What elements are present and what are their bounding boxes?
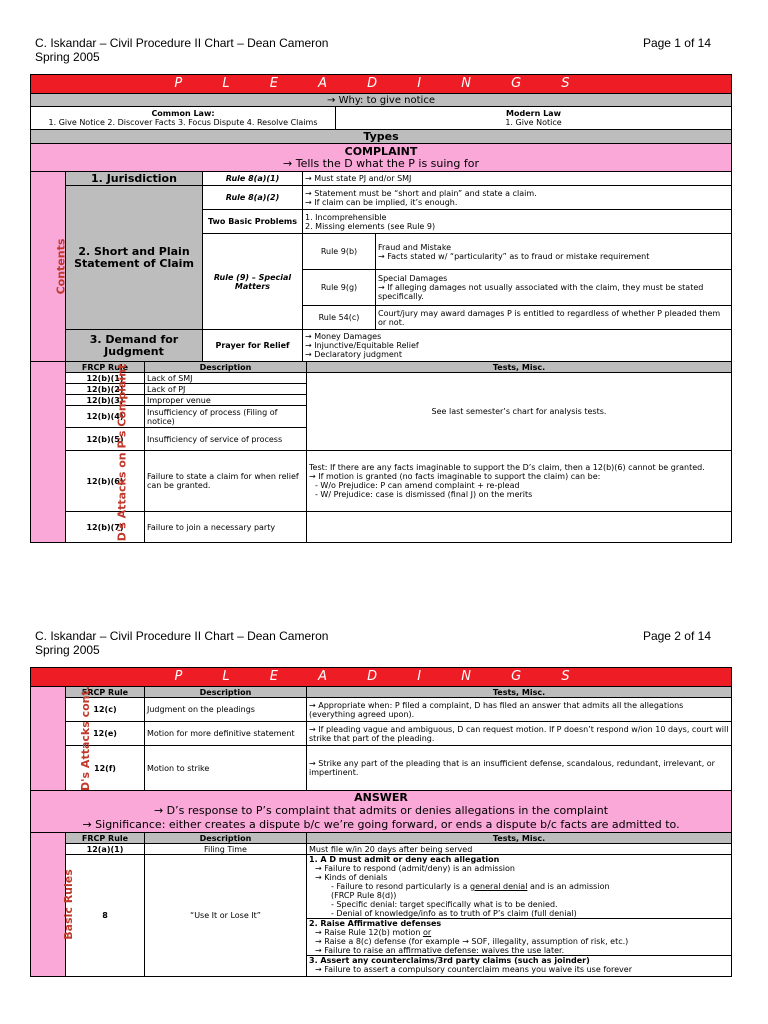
rule-8a2: Rule 8(a)(2) — [203, 186, 303, 210]
col-frcp-rule: FRCP Rule — [66, 833, 145, 844]
table-row-tests: → If pleading vague and ambiguous, D can request motion. If P doesn’t respond w/ion 10 days, court will strike that part of the pleading. — [307, 722, 732, 746]
tests-line: → If motion is granted (no facts imaginable to support the claim) can be: — [309, 472, 601, 481]
answer-line: → D’s response to P’s complaint that admits or denies allegations in the complaint — [153, 804, 609, 817]
page-number: Page 2 of 14 — [642, 629, 711, 643]
page-number: Page 1 of 14 — [642, 36, 711, 50]
prayer-line: → Declaratory judgment — [305, 350, 403, 359]
doc-term: Spring 2005 — [35, 643, 100, 657]
table-row-rule: 8 — [66, 855, 145, 977]
page2-chart — [30, 667, 731, 977]
rule-12b6-tests — [307, 451, 732, 512]
common-law-items: 1. Give Notice 2. Discover Facts 3. Focus Dispute 4. Resolve Claims — [48, 118, 318, 127]
rule-54c-desc: Court/jury may award damages P is entitled to regardless of whether P pleaded them or not. — [376, 306, 732, 330]
table-row-desc: Lack of SMJ — [145, 373, 307, 384]
table-row-rule: 12(b)(1) — [66, 373, 145, 384]
rule-9g-desc — [376, 270, 732, 306]
two-basic-line: 2. Missing elements (see Rule 9) — [305, 221, 436, 231]
table-row-desc: Failure to state a claim for when relief can be granted. — [145, 451, 307, 512]
tests-line: → Failure to respond (admit/deny) is an admission — [315, 864, 515, 873]
basic-rules-label: Basic Rules — [31, 833, 66, 977]
doc-term: Spring 2005 — [35, 50, 100, 64]
rule-8a2-line: → If claim can be implied, it’s enough. — [305, 197, 458, 207]
tests-line: - W/ Prejudice: case is dismissed (final J) on the merits — [315, 490, 533, 499]
answer-title: ANSWER — [354, 791, 408, 804]
rule-9-special: Rule (9) – Special Matters — [203, 234, 303, 330]
table-row-desc: Motion to strike — [145, 746, 307, 791]
doc-title: C. Iskandar – Civil Procedure II Chart – Dean Cameron — [35, 36, 329, 50]
tests-line: - Failure to resond particularly is a general denial and is an admission — [331, 882, 610, 891]
contents-label: Contents — [31, 172, 66, 362]
rule-9b-desc — [376, 234, 732, 270]
rule-8-affirmative — [307, 918, 731, 955]
table-row-rule: 12(b)(5) — [66, 428, 145, 451]
rule-9g: Rule 9(g) — [303, 270, 376, 306]
prayer-line: → Injunctive/Equitable Relief — [305, 341, 419, 350]
rule-8a2-line: → Statement must be “short and plain” and state a claim. — [305, 188, 537, 198]
col-description: Description — [145, 362, 307, 373]
two-basic-line: 1. Incomprehensible — [305, 212, 387, 222]
page2-header — [35, 629, 711, 657]
tests-line: → Kinds of denials — [315, 873, 388, 882]
rule-8a2-desc — [303, 186, 732, 210]
types-row: Types — [31, 130, 732, 144]
tests-line: Test: If there are any facts imaginable to support the D’s claim, then a 12(b)(6) cannot be granted. — [309, 463, 705, 472]
attacks-cont-label: D's Attacks cont. — [31, 687, 66, 791]
table-row-rule: 12(e) — [66, 722, 145, 746]
col-description: Description — [145, 833, 307, 844]
jurisdiction-label: 1. Jurisdiction — [66, 172, 203, 186]
table-row-rule: 12(c) — [66, 698, 145, 722]
table-row-tests — [307, 512, 732, 543]
rule-8a1: Rule 8(a)(1) — [203, 172, 303, 186]
rule-8-counterclaims — [307, 956, 732, 977]
two-basic-desc — [303, 210, 732, 234]
tests-line: → Failure to assert a compulsory counterclaim means you waive its use forever — [315, 965, 633, 974]
col-tests: Tests, Misc. — [307, 833, 732, 844]
complaint-subtitle: → Tells the D what the P is suing for — [283, 156, 480, 170]
section-title: 3. Assert any counterclaims/3rd party claims (such as joinder) — [309, 956, 590, 965]
doc-title: C. Iskandar – Civil Procedure II Chart – Dean Cameron — [35, 629, 329, 643]
table-row-desc: Filing Time — [145, 844, 307, 855]
col-tests: Tests, Misc. — [307, 362, 732, 373]
answer-row — [31, 791, 732, 833]
page1-chart — [30, 74, 731, 543]
table-row-desc: Insufficiency of service of process — [145, 428, 307, 451]
complaint-title: COMPLAINT — [344, 144, 418, 158]
rule-9b-line: → Facts stated w/ “particularity” as to fraud or mistake requirement — [378, 251, 650, 261]
rule-9g-line: → If alleging damages not usually associated with the claim, they must be stated specifically. — [378, 283, 704, 301]
complaint-row — [31, 144, 732, 172]
tests-line: (FRCP Rule 8(d)) — [331, 891, 397, 900]
common-law-cell — [31, 107, 336, 130]
rule-9g-line: Special Damages — [378, 274, 448, 283]
table-row-desc: Insufficiency of process (Filing of notice) — [145, 406, 307, 428]
attacks-label: D's Attacks on P's Complaint — [31, 362, 66, 543]
tests-line: - W/o Prejudice: P can amend complaint + re-plead — [315, 481, 520, 490]
table-row-rule: 12(a)(1) — [66, 844, 145, 855]
rule-9b-line: Fraud and Mistake — [378, 242, 452, 252]
rule-8-admit-deny — [307, 855, 732, 956]
two-basic-problems: Two Basic Problems — [203, 210, 303, 234]
demand-label: 3. Demand for Judgment — [66, 330, 203, 362]
table-row-rule: 12(b)(3) — [66, 395, 145, 406]
tests-line: - Specific denial: target specifically what is to be denied. — [331, 900, 558, 909]
table-row-rule: 12(f) — [66, 746, 145, 791]
table-row-desc: “Use It or Lose It” — [145, 855, 307, 977]
modern-law-cell — [336, 107, 732, 130]
table-row-tests: → Appropriate when: P filed a complaint, D has filed an answer that admits all the allegations (everything agreed upon). — [307, 698, 732, 722]
col-tests: Tests, Misc. — [307, 687, 732, 698]
page1-header — [35, 36, 711, 64]
section-title: 1. A D must admit or deny each allegation — [309, 855, 500, 864]
tests-line: → Failure to raise an affirmative defense: waives the use later. — [315, 946, 565, 955]
col-frcp-rule: FRCP Rule — [66, 687, 145, 698]
tests-line: → Raise a 8(c) defense (for example → SOF, illegality, assumption of risk, etc.) — [315, 937, 629, 946]
rule-54c: Rule 54(c) — [303, 306, 376, 330]
table-row-rule: 12(b)(6) — [66, 451, 145, 512]
answer-line: → Significance: either creates a dispute b/c we’re going forward, or ends a dispute b/c facts are admitted to. — [82, 818, 680, 831]
table-row-desc: Lack of PJ — [145, 384, 307, 395]
tests-line: → Raise Rule 12(b) motion or — [315, 928, 432, 937]
table-row-desc: Failure to join a necessary party — [145, 512, 307, 543]
common-law-title: Common Law: — [151, 109, 215, 118]
section-title: 2. Raise Affirmative defenses — [309, 919, 442, 928]
table-row-tests: → Strike any part of the pleading that is an insufficient defense, scandalous, redundant, irrelevant, or impertinent. — [307, 746, 732, 791]
col-description: Description — [145, 687, 307, 698]
table-row-rule: 12(b)(4) — [66, 406, 145, 428]
table-row-rule: 12(b)(2) — [66, 384, 145, 395]
col-frcp-rule: FRCP Rule — [66, 362, 145, 373]
why-row: → Why: to give notice — [31, 94, 732, 107]
modern-law-items: 1. Give Notice — [505, 118, 562, 127]
see-last-semester: See last semester’s chart for analysis tests. — [307, 373, 732, 451]
rule-8a1-desc: → Must state PJ and/or SMJ — [303, 172, 732, 186]
short-plain-label: 2. Short and Plain Statement of Claim — [66, 186, 203, 330]
tests-line: - Denial of knowledge/info as to truth of P’s claim (full denial) — [331, 909, 577, 918]
prayer-for-relief: Prayer for Relief — [203, 330, 303, 362]
prayer-line: → Money Damages — [305, 332, 382, 341]
table-row-desc: Improper venue — [145, 395, 307, 406]
prayer-desc — [303, 330, 732, 362]
modern-law-title: Modern Law — [506, 109, 561, 118]
table-row-tests: Must file w/in 20 days after being served — [307, 844, 732, 855]
pleadings-banner: P L E A D I N G S — [31, 75, 732, 94]
pleadings-banner: P L E A D I N G S — [31, 668, 732, 687]
rule-9b: Rule 9(b) — [303, 234, 376, 270]
table-row-desc: Motion for more definitive statement — [145, 722, 307, 746]
table-row-desc: Judgment on the pleadings — [145, 698, 307, 722]
table-row-rule: 12(b)(7) — [66, 512, 145, 543]
